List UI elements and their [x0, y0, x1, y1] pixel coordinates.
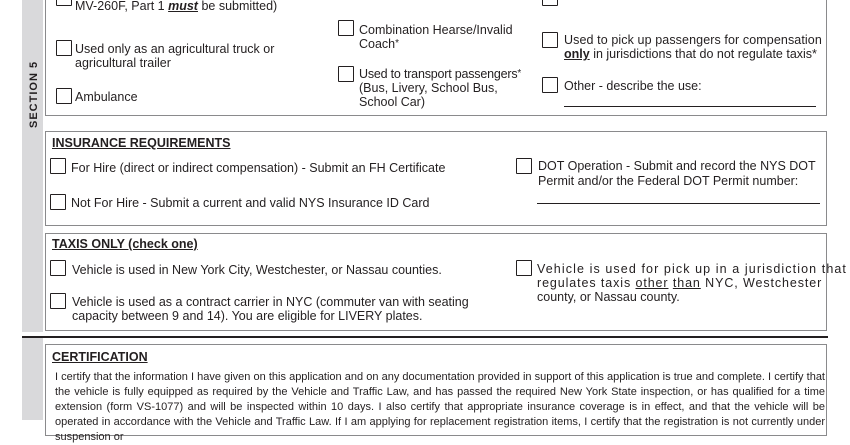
certification-text: I certify that the information I have given on this application and on any documentation provided in support of this application is true and complete. I certify that the vehicle is fully equipped as required by the Vehicle and Traffic Law, and has passed the required New York State inspection, or has qualified for a time extension (form VS-1077) and will be inspected within 10 days. I also certify that appropriate insurance coverage is in effect, and that the vehicle will be operated in accordance with the Vehicle and Traffic Law. If I am applying for replacement registration items, I certify that the registration is not currently under suspension or: [55, 371, 825, 443]
other-use-checkbox[interactable]: [542, 77, 558, 93]
hearse-label-2: [359, 37, 399, 51]
transport-text: Used to transport passengers: [359, 67, 518, 81]
certification-title: CERTIFICATION: [52, 350, 148, 364]
mv260f-must: must: [168, 0, 198, 13]
ambulance-checkbox[interactable]: [56, 88, 72, 104]
transport-label: [359, 67, 521, 81]
taxi-contract-checkbox[interactable]: [50, 293, 66, 309]
mv260f-checkbox[interactable]: [56, 0, 72, 6]
certification-divider: [22, 336, 828, 338]
hearse-asterisk: *: [395, 38, 400, 49]
jurisdiction-regulates: regulates taxis: [537, 276, 632, 290]
taxi-jurisdiction-label-3: county, or Nassau county.: [537, 290, 680, 304]
agricultural-label-2: agricultural trailer: [75, 56, 171, 70]
transport-checkbox[interactable]: [338, 66, 354, 82]
taxi-jurisdiction-label: Vehicle is used for pick up in a jurisdiction that: [537, 262, 847, 276]
dot-operation-label: DOT Operation - Submit and record the NYS DOT: [538, 159, 816, 173]
jurisdiction-other: other: [635, 276, 669, 290]
mv260f-text: MV-260F, Part 1: [75, 0, 165, 13]
compensation-rest: in jurisdictions that do not regulate taxis*: [593, 47, 817, 61]
transport-label-2: (Bus, Livery, School Bus,: [359, 81, 498, 95]
section-sidebar: [22, 0, 43, 332]
section-label: SECTION 5: [28, 60, 40, 128]
mv260f-label: [75, 0, 277, 13]
certification-sidebar: [22, 338, 43, 420]
insurance-title: INSURANCE REQUIREMENTS: [52, 136, 231, 150]
hearse-checkbox[interactable]: [338, 20, 354, 36]
hearse-coach: Coach: [359, 37, 396, 51]
compensation-checkbox[interactable]: [542, 32, 558, 48]
transport-asterisk: *: [517, 68, 522, 79]
for-hire-label: For Hire (direct or indirect compensation) - Submit an FH Certificate: [71, 161, 446, 175]
hearse-label: Combination Hearse/Invalid: [359, 23, 513, 37]
ambulance-label: Ambulance: [75, 90, 138, 104]
dot-operation-label-2: Permit and/or the Federal DOT Permit number:: [538, 174, 799, 188]
compensation-label: Used to pick up passengers for compensation: [564, 33, 822, 47]
compensation-only: only: [564, 47, 590, 61]
agricultural-label: Used only as an agricultural truck or: [75, 42, 275, 56]
taxi-nyc-label: Vehicle is used in New York City, Westchester, or Nassau counties.: [72, 263, 442, 277]
taxis-title: TAXIS ONLY (check one): [52, 237, 198, 251]
other-use-label: Other - describe the use:: [564, 79, 702, 93]
other-use-line[interactable]: [564, 106, 816, 107]
not-for-hire-label: Not For Hire - Submit a current and valid NYS Insurance ID Card: [71, 196, 430, 210]
mv260f-rest: be submitted): [201, 0, 278, 13]
taxi-contract-label: Vehicle is used as a contract carrier in NYC (commuter van with seating: [72, 295, 469, 309]
taxi-jurisdiction-label-2: [537, 276, 822, 290]
dot-operation-checkbox[interactable]: [516, 158, 532, 174]
taxi-jurisdiction-checkbox[interactable]: [516, 260, 532, 276]
dot-permit-line[interactable]: [537, 203, 820, 204]
transport-label-3: School Car): [359, 95, 425, 109]
compensation-label-2: [564, 47, 817, 61]
taxi-contract-label-2: capacity between 9 and 14). You are eligible for LIVERY plates.: [72, 309, 423, 323]
for-hire-checkbox[interactable]: [50, 158, 66, 174]
jurisdiction-than: than: [672, 276, 701, 290]
taxi-nyc-checkbox[interactable]: [50, 260, 66, 276]
top-right-checkbox[interactable]: [542, 0, 558, 6]
jurisdiction-nyc: NYC, Westchester: [705, 276, 823, 290]
not-for-hire-checkbox[interactable]: [50, 194, 66, 210]
agricultural-checkbox[interactable]: [56, 40, 72, 56]
